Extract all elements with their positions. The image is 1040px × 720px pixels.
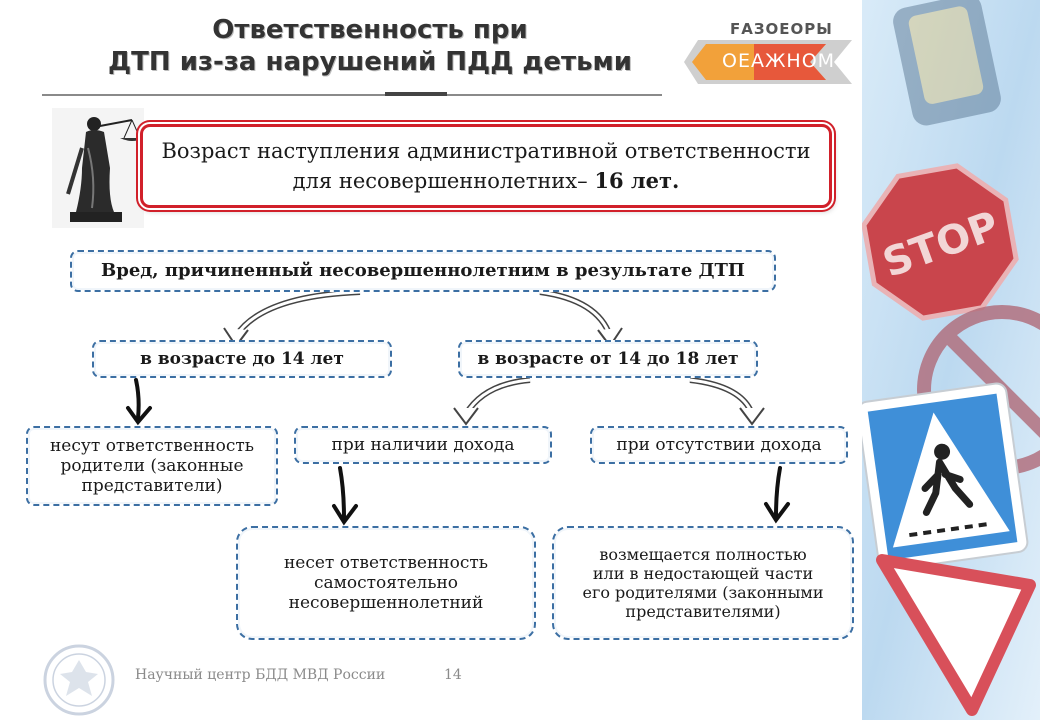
logo-bottom-text: ОЕАЖНОМ	[722, 50, 836, 72]
self-line-2: самостоятельно	[313, 573, 459, 593]
comp-line-3: его родителями (законными	[582, 583, 824, 602]
page-number: 14	[444, 667, 462, 683]
root-harm-box	[70, 250, 776, 292]
arrow-under14-to-parents	[128, 380, 150, 422]
parents-line-2: родители (законные	[60, 456, 244, 476]
age-box-age: 16 лет.	[594, 168, 680, 193]
arrow-root-to-14to18	[540, 292, 622, 346]
without-income-box	[590, 426, 848, 464]
age-box-prefix: для несовершеннолетних–	[292, 169, 595, 193]
root-harm-text: Вред, причиненный несовершеннолетним в результате ДТП	[101, 260, 745, 281]
self-line-3: несовершеннолетний	[288, 593, 484, 613]
under-14-box	[92, 340, 392, 378]
road-signs-panel	[862, 0, 1040, 720]
parents-compensation-box	[552, 526, 854, 640]
pedestrian-crossing-sign-icon	[862, 382, 1029, 571]
without-income-text: при отсутствии дохода	[616, 435, 822, 455]
arrow-to-without-income	[690, 380, 764, 424]
self-line-1: несет ответственность	[283, 553, 489, 573]
with-income-box	[294, 426, 552, 464]
age-box-line-1: Возраст наступления административной ответственности	[161, 139, 811, 163]
comp-line-4: представителями)	[625, 602, 781, 621]
age-14-18-box	[458, 340, 758, 378]
arrow-noincome-to-compensation	[766, 468, 788, 520]
svg-text:STOP: STOP	[877, 202, 1006, 287]
arrow-income-to-self	[334, 468, 356, 522]
title-line-1: Ответственность при	[212, 15, 528, 45]
parents-line-3: представители)	[81, 476, 223, 496]
mvd-emblem-icon	[40, 642, 118, 718]
comp-line-2: или в недостающей части	[592, 564, 814, 583]
age-14-18-text: в возрасте от 14 до 18 лет	[477, 349, 739, 369]
title-line-2: ДТП из-за нарушений ПДД детьми	[107, 47, 633, 77]
logo-top-text: FАЗОЕОРЫ	[730, 20, 833, 38]
comp-line-1: возмещается полностью	[599, 545, 807, 564]
minor-self-responsible-box	[236, 526, 536, 640]
footer-organization: Научный центр БДД МВД России	[135, 667, 386, 683]
under-14-text: в возрасте до 14 лет	[140, 349, 344, 369]
arrow-to-with-income	[454, 380, 530, 424]
parents-line-1: несут ответственность	[49, 436, 255, 456]
parents-responsible-box	[26, 426, 278, 506]
arrow-root-to-under14	[224, 292, 360, 346]
with-income-text: при наличии дохода	[331, 435, 515, 455]
